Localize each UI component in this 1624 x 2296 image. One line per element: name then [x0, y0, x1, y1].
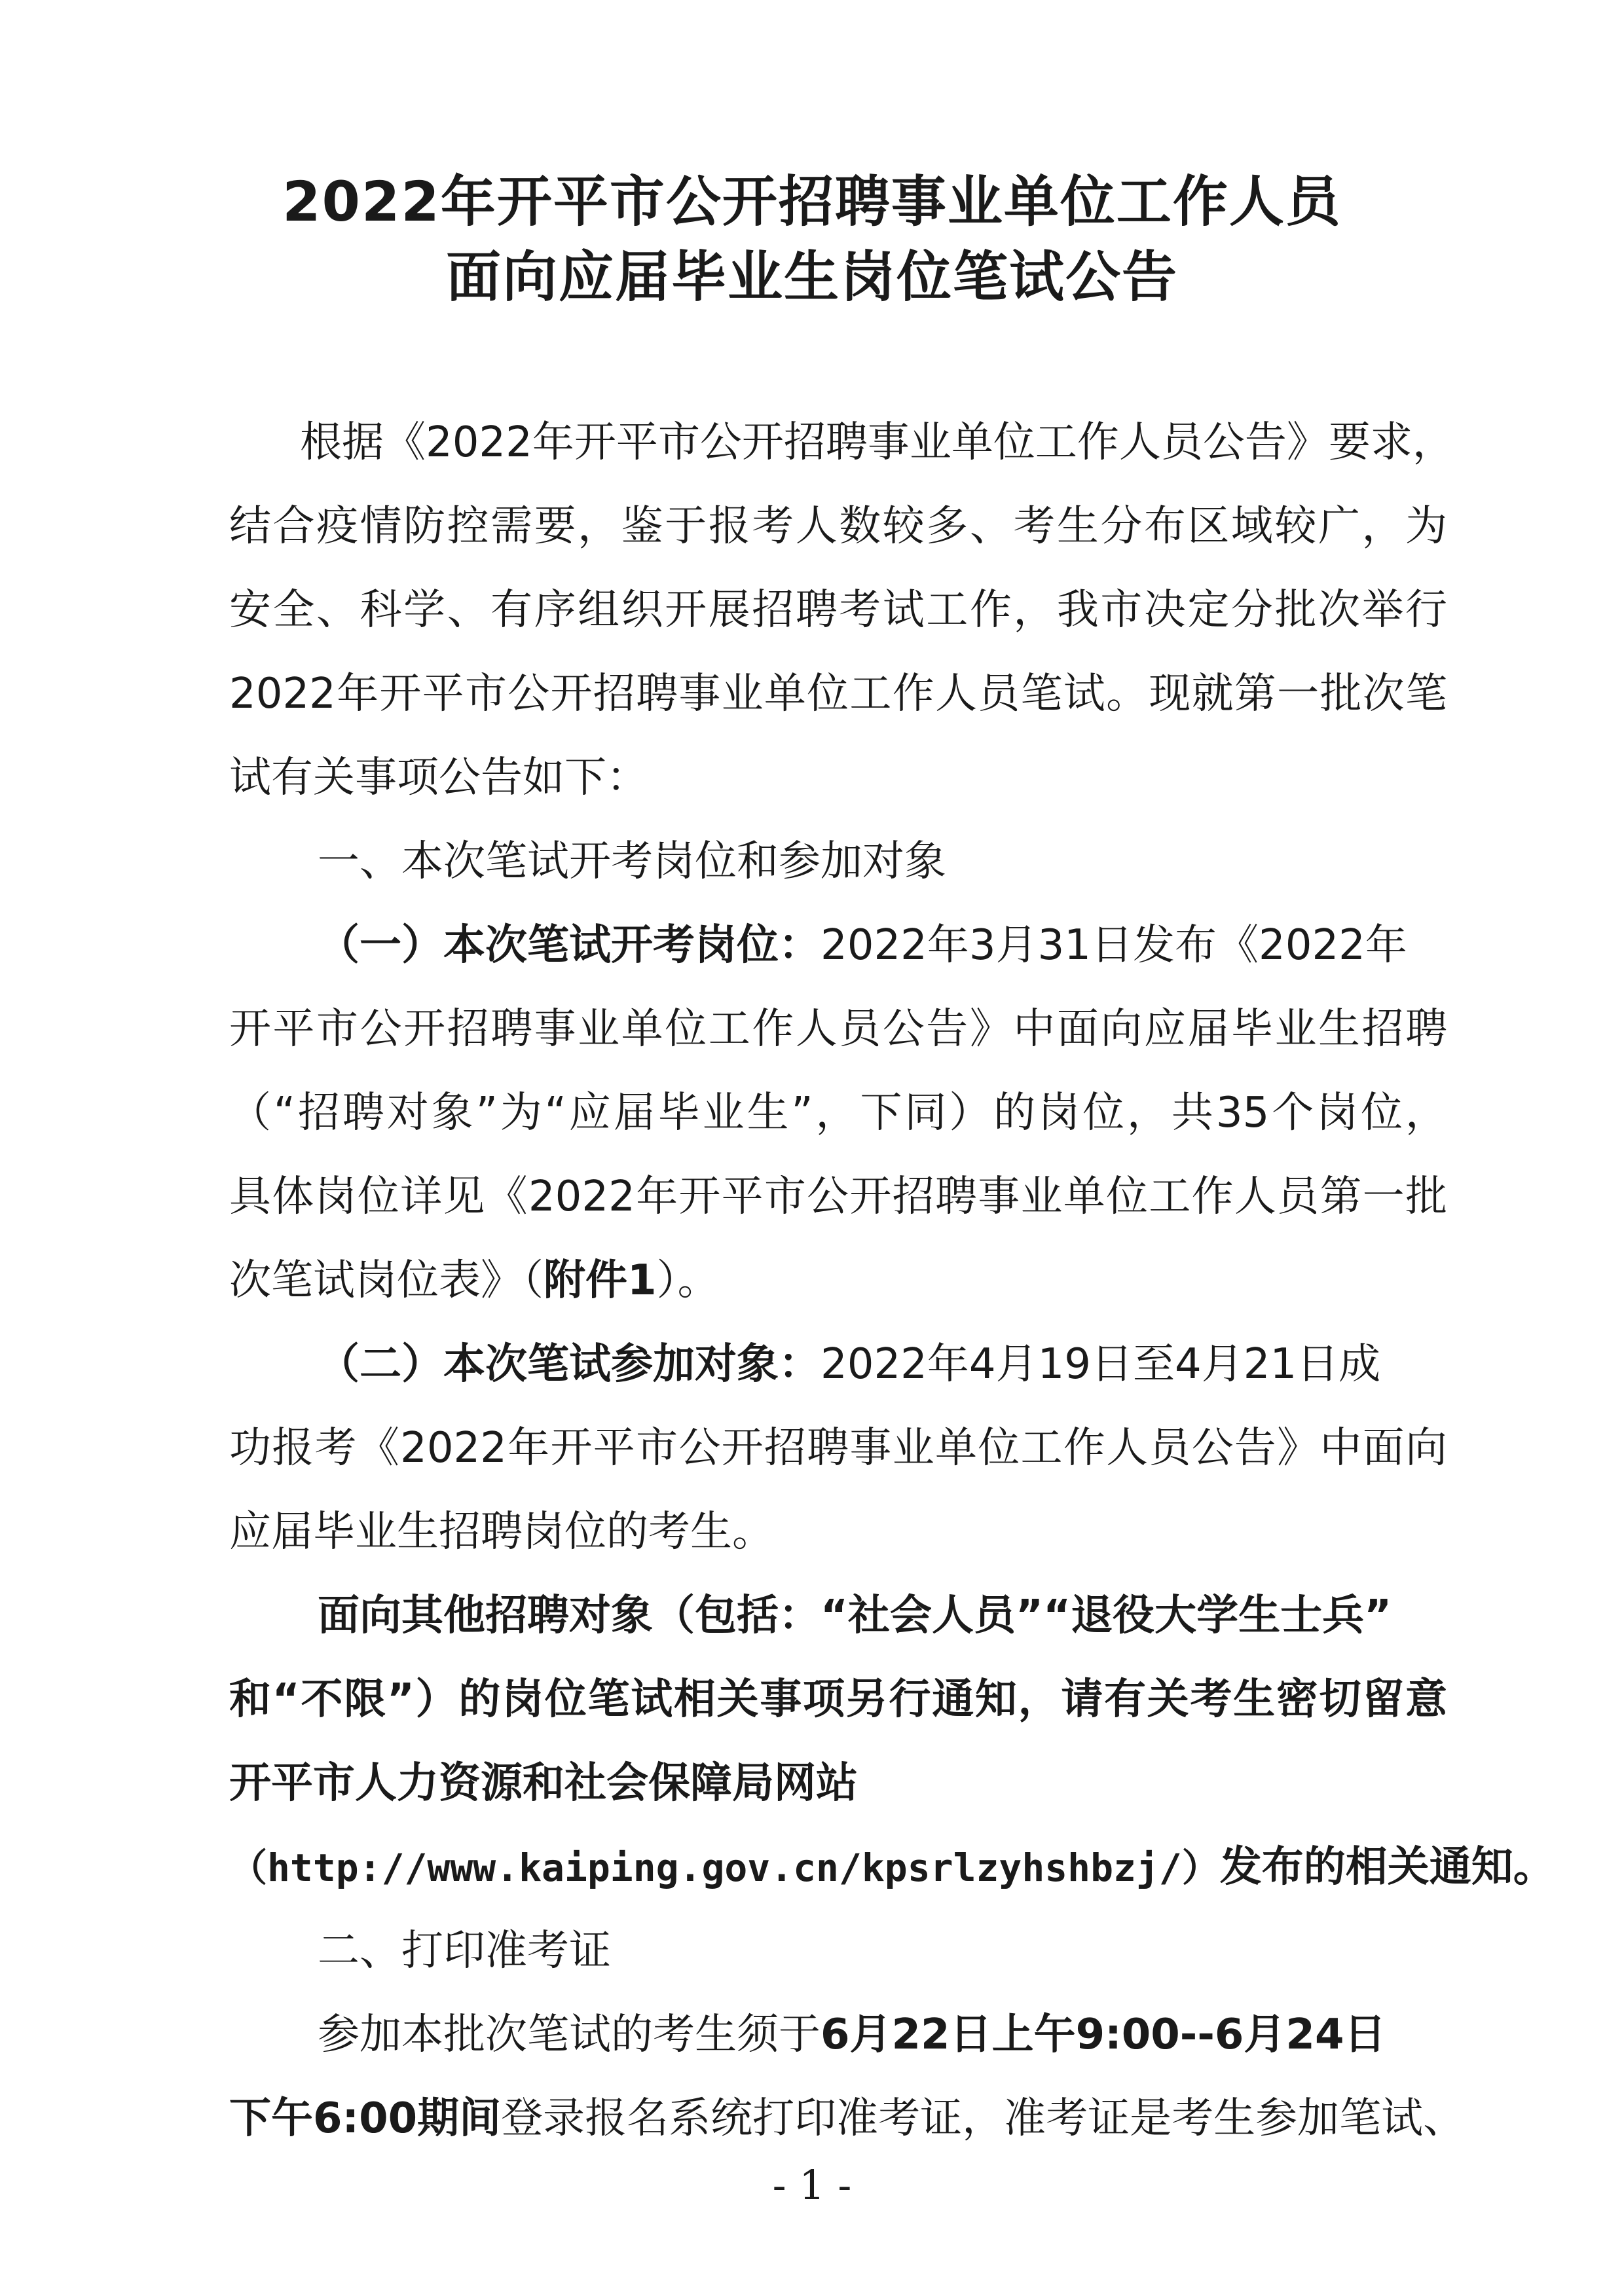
item-1-line-5-a: 次笔试岗位表》（ — [229, 1256, 544, 1305]
notice-line-3: 开平市人力资源和社会保障局网站 — [229, 1759, 858, 1808]
intro-line-2: 结合疫情防控需要，鉴于报考人数较多、考生分布区域较广，为 — [229, 502, 1447, 551]
item-1-line-1 — [318, 903, 1447, 987]
section-2-line-1-a: 参加本批次笔试的考生须于 — [318, 2011, 821, 2059]
intro-line-4: 2022年开平市公开招聘事业单位工作人员笔试。现就第一批次笔 — [229, 670, 1447, 718]
notice-line-1: 面向其他招聘对象（包括：“社会人员”“退役大学生士兵” — [318, 1592, 1392, 1640]
item-2-line-2: 功报考《2022年开平市公开招聘事业单位工作人员公告》中面向 — [229, 1424, 1447, 1472]
notice-line-4-text: 发布的相关通知。 — [1219, 1843, 1555, 1891]
item-2-line-1 — [318, 1322, 1447, 1406]
intro-line-5: 试有关事项公告如下： — [229, 754, 648, 802]
item-1-line-5-c: ）。 — [656, 1256, 720, 1305]
attachment-1-reference: 附件1 — [544, 1256, 657, 1305]
section-2-line-2 — [229, 2077, 1466, 2160]
section-2-line-1 — [318, 1993, 1447, 2077]
item-1-line-2: 开平市公开招聘事业单位工作人员公告》中面向应届毕业生招聘 — [229, 1005, 1447, 1053]
print-period-end: 下午6:00期间 — [229, 2094, 502, 2143]
notice-line-2: 和“不限”）的岗位笔试相关事项另行通知，请有关考生密切留意 — [229, 1675, 1447, 1724]
item-1-line-5 — [229, 1239, 1447, 1322]
item-2-label: （二）本次笔试参加对象： — [318, 1340, 821, 1389]
item-1-line-1-text: 2022年3月31日发布《2022年 — [821, 921, 1407, 970]
item-1-label: （一）本次笔试开考岗位： — [318, 921, 821, 970]
intro-line-3: 安全、科学、有序组织开展招聘考试工作，我市决定分批次举行 — [229, 586, 1447, 634]
item-2-line-3: 应届毕业生招聘岗位的考生。 — [229, 1508, 774, 1556]
section-2-line-2-b: 登录报名系统打印准考证，准考证是考生参加笔试、 — [501, 2094, 1466, 2143]
item-2-line-1-text: 2022年4月19日至4月21日成 — [821, 1340, 1381, 1389]
item-1-line-4: 具体岗位详见《2022年开平市公开招聘事业单位工作人员第一批 — [229, 1173, 1447, 1221]
section-2-heading: 二、打印准考证 — [318, 1927, 611, 1975]
document-title-line-2: 面向应届毕业生岗位笔试公告 — [445, 245, 1178, 309]
section-1-heading: 一、本次笔试开考岗位和参加对象 — [318, 837, 946, 886]
document-title-line-1: 2022年开平市公开招聘事业单位工作人员 — [282, 170, 1342, 234]
item-1-line-3: （“招聘对象”为“应届毕业生”，下同）的岗位，共35个岗位， — [229, 1089, 1447, 1137]
page-number: - 1 - — [772, 2161, 852, 2209]
intro-line-1: 根据《2022年开平市公开招聘事业单位工作人员公告》要求， — [300, 418, 1454, 467]
website-url-link[interactable]: （http://www.kaiping.gov.cn/kpsrlzyhshbzj/） — [229, 1846, 1220, 1890]
notice-line-4 — [229, 1825, 1555, 1910]
print-period-start: 6月22日上午9:00--6月24日 — [821, 2011, 1386, 2059]
